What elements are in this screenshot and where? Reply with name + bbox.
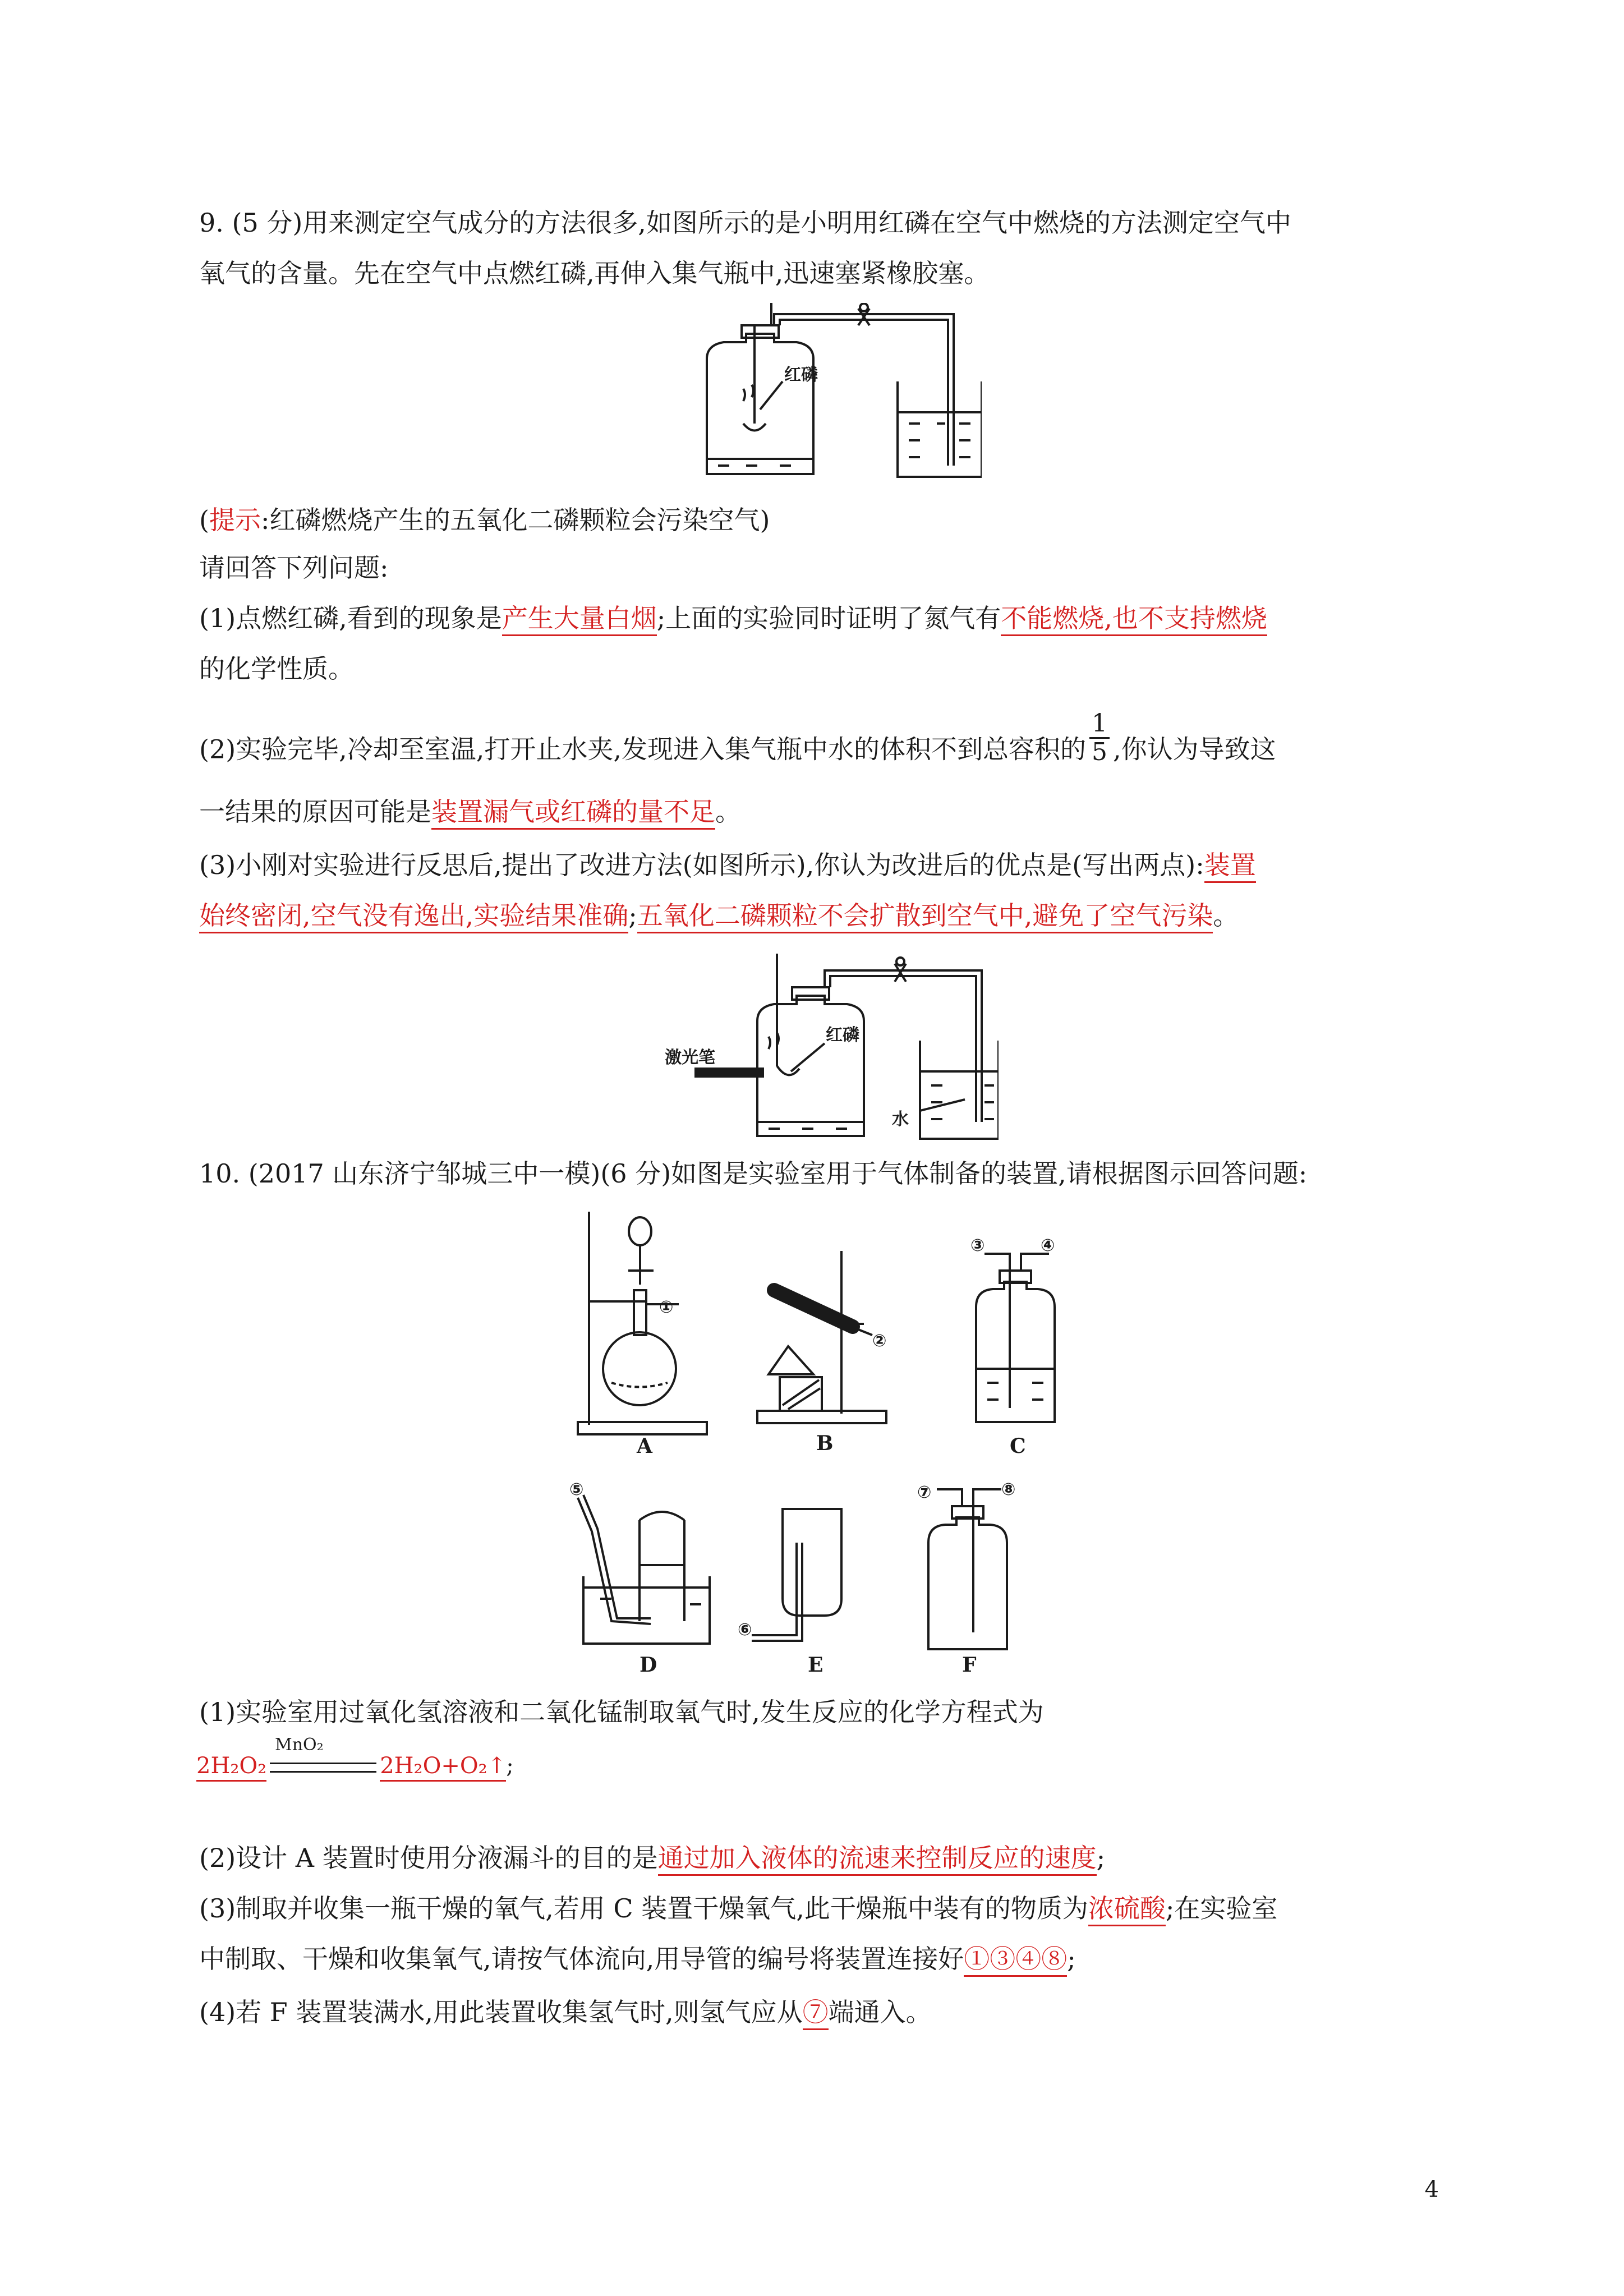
q9-part3-answer1-end: 始终密闭,空气没有逸出,实验结果准确: [199, 900, 628, 933]
q10-part1-line1: (1)实验室用过氧化氢溶液和二氧化锰制取氧气时,发生反应的化学方程式为: [199, 1697, 1044, 1727]
q9-part3-separator: ;: [628, 900, 637, 931]
q9-part3-answer2: 五氧化二磷颗粒不会扩散到空气中,避免了空气污染: [637, 900, 1213, 933]
q9-part1-line1: [199, 600, 1428, 636]
q9-part3-line2: [199, 898, 1428, 933]
page-number: 4: [1424, 2177, 1439, 2202]
q9-part1-answer1: 产生大量白烟: [502, 603, 657, 636]
apparatus-d: [578, 1495, 710, 1644]
q10-part4-text-a: (4)若 F 装置装满水,用此装置收集氢气时,则氢气应从: [199, 1997, 803, 2027]
q10-part4: [199, 1994, 1428, 2030]
q9-fig2-label-red-phosphorus: 红磷: [826, 1025, 859, 1045]
q9-fig1-label-red-phosphorus: 红磷: [784, 365, 818, 385]
apparatus-f: [928, 1489, 1007, 1649]
q9-part2-line2: [199, 794, 1428, 830]
port-6: ⑥: [738, 1620, 752, 1640]
q9-part2-text-d: 。: [715, 797, 741, 827]
apparatus-c: [976, 1254, 1055, 1422]
q9-part2-answer: 装置漏气或红磷的量不足: [431, 797, 715, 830]
q9-hint-text: :红磷燃烧产生的五氧化二磷颗粒会污染空气): [260, 505, 770, 535]
equation-right: 2H₂O+O₂↑: [380, 1753, 506, 1782]
q10-part3-line1: [199, 1890, 1428, 1926]
q10-figure-apparatus-set: [567, 1206, 1099, 1683]
q10-part3-text-a: (3)制取并收集一瓶干燥的氧气,若用 C 装置干燥氧气,此干燥瓶中装有的物质为: [199, 1893, 1088, 1924]
port-7: ⑦: [917, 1483, 932, 1502]
q9-part3-text-a: (3)小刚对实验进行反思后,提出了改进方法(如图所示),你认为改进后的优点是(写出两点):: [199, 850, 1204, 880]
apparatus-a: [578, 1212, 707, 1434]
equation-equals-bar: [270, 1763, 376, 1773]
fraction-numerator: 1: [1089, 710, 1110, 739]
fraction-denominator: 5: [1092, 738, 1108, 766]
apparatus-e: [752, 1509, 841, 1641]
port-2: ②: [872, 1331, 887, 1351]
port-4: ④: [1041, 1236, 1055, 1255]
q9-part1-text-b: ;上面的实验同时证明了氮气有: [656, 603, 1001, 633]
port-1: ①: [659, 1297, 674, 1317]
q10-chemical-equation: [196, 1735, 514, 1779]
label-b: B: [816, 1432, 834, 1455]
fraction-one-fifth: [1089, 710, 1110, 766]
q9-stem-line1: 9. (5 分)用来测定空气成分的方法很多,如图所示的是小明用红磷在空气中燃烧的方法测定空气中: [199, 208, 1291, 238]
q10-part2-answer: 通过加入液体的流速来控制反应的速度: [658, 1843, 1097, 1876]
q9-part2-text-a: (2)实验完毕,冷却至室温,打开止水夹,发现进入集气瓶中水的体积不到总容积的: [199, 734, 1087, 765]
q10-part3-answer2: ①③④⑧: [964, 1944, 1067, 1977]
port-5: ⑤: [569, 1480, 584, 1499]
q10-part2-text-a: (2)设计 A 装置时使用分液漏斗的目的是: [199, 1843, 658, 1873]
q9-stem-line2: 氧气的含量。先在空气中点燃红磷,再伸入集气瓶中,迅速塞紧橡胶塞。: [199, 258, 990, 288]
q10-part4-text-b: 端通入。: [828, 1997, 932, 2027]
equation-condition: MnO₂: [275, 1735, 324, 1755]
q9-part3-line1: [199, 847, 1428, 883]
q10-part2: [199, 1840, 1428, 1876]
q9-prompt: 请回答下列问题:: [199, 553, 389, 583]
label-c: C: [1010, 1434, 1026, 1458]
q9-figure-improved-apparatus: [662, 954, 999, 1144]
label-f: F: [962, 1653, 977, 1677]
q9-part2-text-c: 一结果的原因可能是: [199, 797, 431, 827]
q9-part2-line1: [199, 709, 1428, 779]
label-d: D: [640, 1653, 657, 1677]
q9-hint-open: (: [199, 505, 209, 535]
equation-end: ;: [506, 1753, 514, 1779]
q10-stem: 10. (2017 山东济宁邹城三中一模)(6 分)如图是实验室用于气体制备的装置,请根据图示回答问题:: [199, 1158, 1308, 1189]
q9-part1-answer2: 不能燃烧,也不支持燃烧: [1001, 603, 1267, 636]
q9-hint: [199, 502, 1428, 538]
q10-part4-answer: ⑦: [803, 1997, 829, 2030]
q10-part3-line2: [199, 1941, 1428, 1977]
port-3: ③: [970, 1236, 985, 1255]
label-e: E: [808, 1653, 823, 1677]
equation-left: 2H₂O₂: [196, 1753, 266, 1782]
q9-fig2-label-water: 水: [892, 1110, 909, 1129]
q9-figure-apparatus: [690, 303, 982, 488]
q10-part3-text-c: 中制取、干燥和收集氧气,请按气体流向,用导管的编号将装置连接好: [199, 1944, 964, 1974]
q10-part3-text-d: ;: [1067, 1944, 1076, 1974]
q9-part1-line2: 的化学性质。: [199, 654, 354, 684]
q9-hint-word: 提示: [209, 505, 261, 535]
label-a: A: [637, 1434, 652, 1458]
q10-part3-answer1: 浓硫酸: [1088, 1893, 1166, 1926]
q10-part3-text-b: ;在实验室: [1165, 1893, 1278, 1924]
q9-fig2-label-laser-pen: 激光笔: [665, 1048, 715, 1068]
q9-part3-answer1-start: 装置: [1204, 850, 1256, 883]
q10-part2-text-b: ;: [1096, 1843, 1106, 1873]
q9-part2-text-b: ,你认为导致这: [1113, 734, 1276, 765]
apparatus-b: [757, 1251, 886, 1423]
port-8: ⑧: [1001, 1480, 1016, 1499]
q9-part1-text-a: (1)点燃红磷,看到的现象是: [199, 603, 502, 633]
q9-part3-end: 。: [1213, 900, 1239, 931]
